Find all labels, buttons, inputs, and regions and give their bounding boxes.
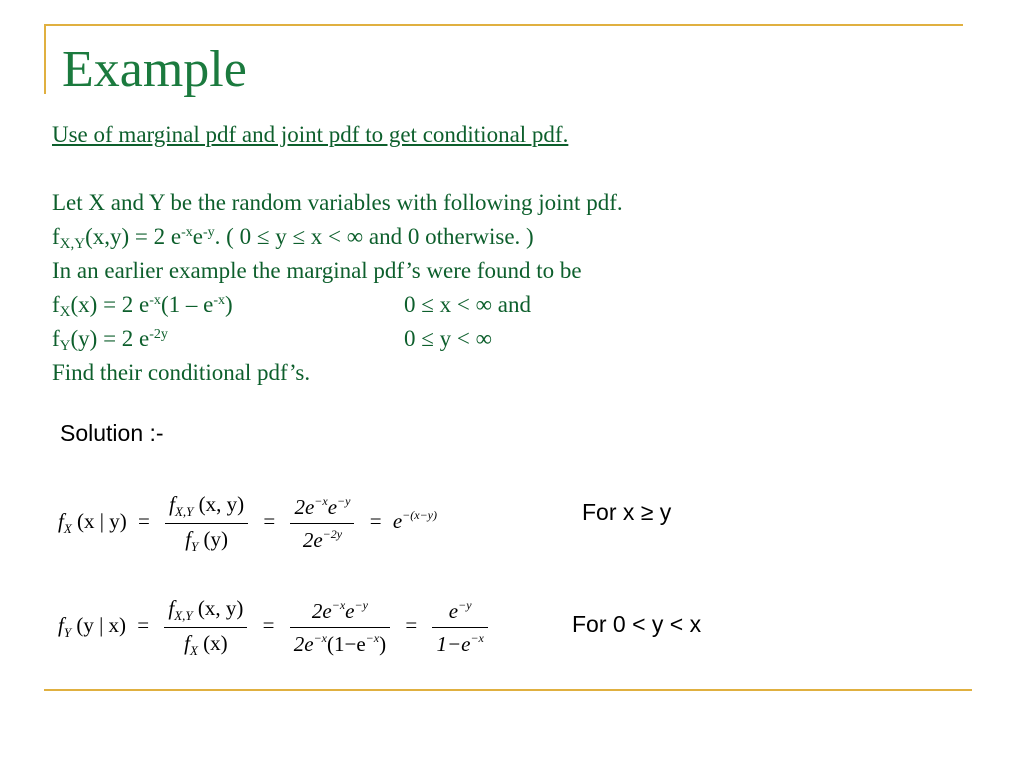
eq1-condition: For x ≥ y	[582, 499, 672, 525]
joint-sub: X,Y	[59, 236, 86, 252]
joint-e2: e	[192, 224, 203, 249]
eq2-frac-1: $\frac{f_{X,Y} (x, y)}{f_X (x)}$	[164, 596, 247, 659]
fy-f: f	[52, 326, 60, 351]
slide-subtitle: Use of marginal pdf and joint pdf to get conditional pdf.	[52, 122, 569, 147]
fy-sub: Y	[59, 338, 71, 354]
eq1-equals-3: =	[369, 509, 382, 534]
eq1-result: $e^{-(x-y)}$	[392, 508, 437, 534]
eq2-condition: For 0 < y < x	[572, 611, 702, 637]
frame-left-rule	[44, 24, 46, 94]
intro-line: Let X and Y be the random variables with following joint pdf.	[52, 190, 623, 215]
fy-range: 0 ≤ y < ∞	[404, 326, 492, 351]
earlier-line: In an earlier example the marginal pdf’s were found to be	[52, 258, 582, 283]
eq1-frac-1: $\frac{f_{X,Y} (x, y)}{f_Y (y)}$	[165, 492, 248, 555]
eq2-frac-3: $\frac{e^{-y}}{1-e^{-x}}$	[432, 598, 487, 657]
fx-f: f	[52, 292, 60, 317]
eq2-equals-2: =	[262, 613, 275, 638]
eq2-lhs: $f_Y$ (y | x)	[58, 613, 127, 641]
equation-conditional-y-given-x	[58, 596, 492, 659]
equation-conditional-x-given-y	[58, 492, 437, 555]
fx-line	[52, 288, 952, 322]
eq1-equals-1: =	[138, 509, 150, 534]
frame-top-rule	[44, 24, 963, 26]
joint-tail: . ( 0 ≤ y ≤ x < ∞ and 0 otherwise. )	[214, 224, 534, 249]
problem-statement	[52, 118, 952, 390]
joint-exp1: -x	[181, 225, 193, 240]
solution-label: Solution :-	[60, 420, 164, 446]
frame-bottom-rule	[44, 689, 972, 691]
fx-exp1: -x	[149, 293, 161, 308]
eq1-frac-2: $\frac{2e^{-x}e^{-y}}{2e^{-2y}}$	[290, 494, 354, 553]
fx-exp2: -x	[213, 293, 225, 308]
eq2-equals-1: =	[137, 613, 150, 638]
fy-part1: (y) = 2 e	[70, 326, 150, 351]
fx-part3: )	[224, 292, 233, 317]
eq1-equals-2: =	[263, 509, 276, 534]
fx-sub: X	[59, 304, 71, 320]
joint-f: f	[52, 224, 60, 249]
fx-part2: (1 – e	[160, 292, 214, 317]
eq2-equals-3: =	[405, 613, 418, 638]
eq2-frac-2: $\frac{2e^{-x}e^{-y}}{2e^{-x}(1-e^{-x})}$	[290, 598, 390, 657]
joint-args: (x,y) = 2 e	[85, 224, 182, 249]
find-line: Find their conditional pdf’s.	[52, 360, 311, 385]
fx-range: 0 ≤ x < ∞ and	[404, 292, 531, 317]
fy-line	[52, 322, 952, 356]
slide-title: Example	[62, 41, 247, 98]
blank-line	[52, 152, 952, 186]
fx-part1: (x) = 2 e	[70, 292, 150, 317]
fy-exp1: -2y	[149, 327, 168, 342]
joint-exp2: -y	[202, 225, 215, 240]
joint-pdf-line	[52, 220, 952, 254]
eq1-lhs: $f_X$ (x | y)	[58, 509, 127, 537]
